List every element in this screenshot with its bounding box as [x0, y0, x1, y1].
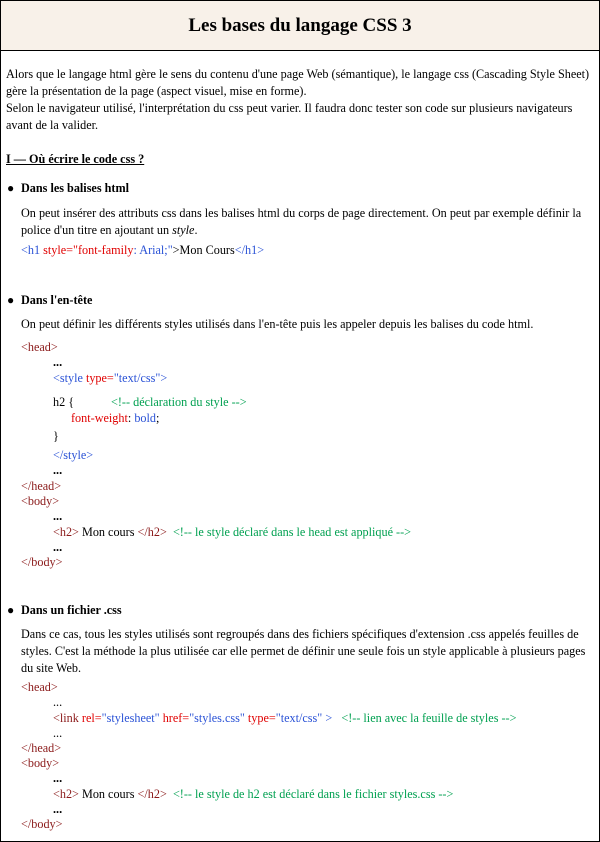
code-ellipsis: ...	[53, 726, 63, 740]
code-head-close: </head>	[21, 479, 62, 493]
code-h2-line: <h2> Mon cours </h2> <!-- le style déclaré dans le head est appliqué -->	[53, 525, 412, 539]
code-ellipsis: ...	[53, 540, 63, 554]
subsection-heading-header: Dans l'en-tête	[21, 293, 93, 307]
code-body-open: <body>	[21, 494, 60, 508]
code-h2-line: <h2> Mon cours </h2> <!-- le style de h2 est déclaré dans le fichier styles.css -->	[53, 787, 454, 801]
code-brace-close: }	[53, 429, 59, 443]
code-property: font-weight: bold;	[71, 411, 160, 425]
code-selector: h2 {	[53, 395, 75, 409]
code-body-open: <body>	[21, 756, 60, 770]
code-ellipsis: ...	[53, 695, 63, 709]
code-ellipsis: ...	[53, 509, 63, 523]
subsection-text-css-file: Dans ce cas, tous les styles utilisés sont regroupés dans des fichiers spécifiques d'extension .css appelés feuilles de styles. C'est la méthode la plus utilisée car elle permet de définir une seule fois un style applicable à plusieurs pages du site Web.	[21, 627, 586, 675]
code-comment-declaration: <!-- déclaration du style -->	[111, 395, 247, 409]
code-link-line: <link rel="stylesheet" href="styles.css" type="text/css" > <!-- lien avec la feuille de styles -->	[53, 711, 517, 725]
bullet-icon: ●	[7, 181, 15, 195]
code-style-open: <style type="text/css">	[53, 371, 168, 385]
code-body-close: </body>	[21, 817, 63, 831]
subsection-heading-html-tags: Dans les balises html	[21, 181, 130, 195]
intro-paragraph-2: Selon le navigateur utilisé, l'interprétation du css peut varier. Il faudra donc tester son code sur plusieurs navigateurs avant de la valider.	[6, 101, 573, 132]
intro-paragraph: Alors que le langage html gère le sens du contenu d'une page Web (sémantique), le langage css (Cascading Style Sheet) gère la présentation de la page (aspect visuel, mise en forme).	[6, 67, 590, 98]
code-ellipsis: ...	[53, 355, 63, 369]
bullet-icon: ●	[7, 293, 15, 307]
subsection-text-html-tags: On peut insérer des attributs css dans les balises html du corps de page directement. On peut par exemple définir la police d'un titre en ajoutant un style.	[21, 206, 582, 237]
bullet-icon: ●	[7, 603, 15, 617]
code-head-close: </head>	[21, 741, 62, 755]
code-line-inline-style: <h1 style="font-family: Arial;">Mon Cours</h1>	[21, 243, 265, 257]
code-head-open: <head>	[21, 340, 58, 354]
code-style-close: </style>	[53, 448, 94, 462]
section-heading: I — Où écrire le code css ?	[6, 152, 145, 166]
code-ellipsis: ...	[53, 802, 63, 816]
code-head-open: <head>	[21, 680, 58, 694]
code-ellipsis: ...	[53, 463, 63, 477]
code-ellipsis: ...	[53, 771, 63, 785]
subsection-heading-css-file: Dans un fichier .css	[21, 603, 122, 617]
code-body-close: </body>	[21, 555, 63, 569]
subsection-text-header: On peut définir les différents styles utilisés dans l'en-tête puis les appeler depuis les balises du code html.	[21, 317, 534, 331]
page-title: Les bases du langage CSS 3	[1, 1, 599, 51]
